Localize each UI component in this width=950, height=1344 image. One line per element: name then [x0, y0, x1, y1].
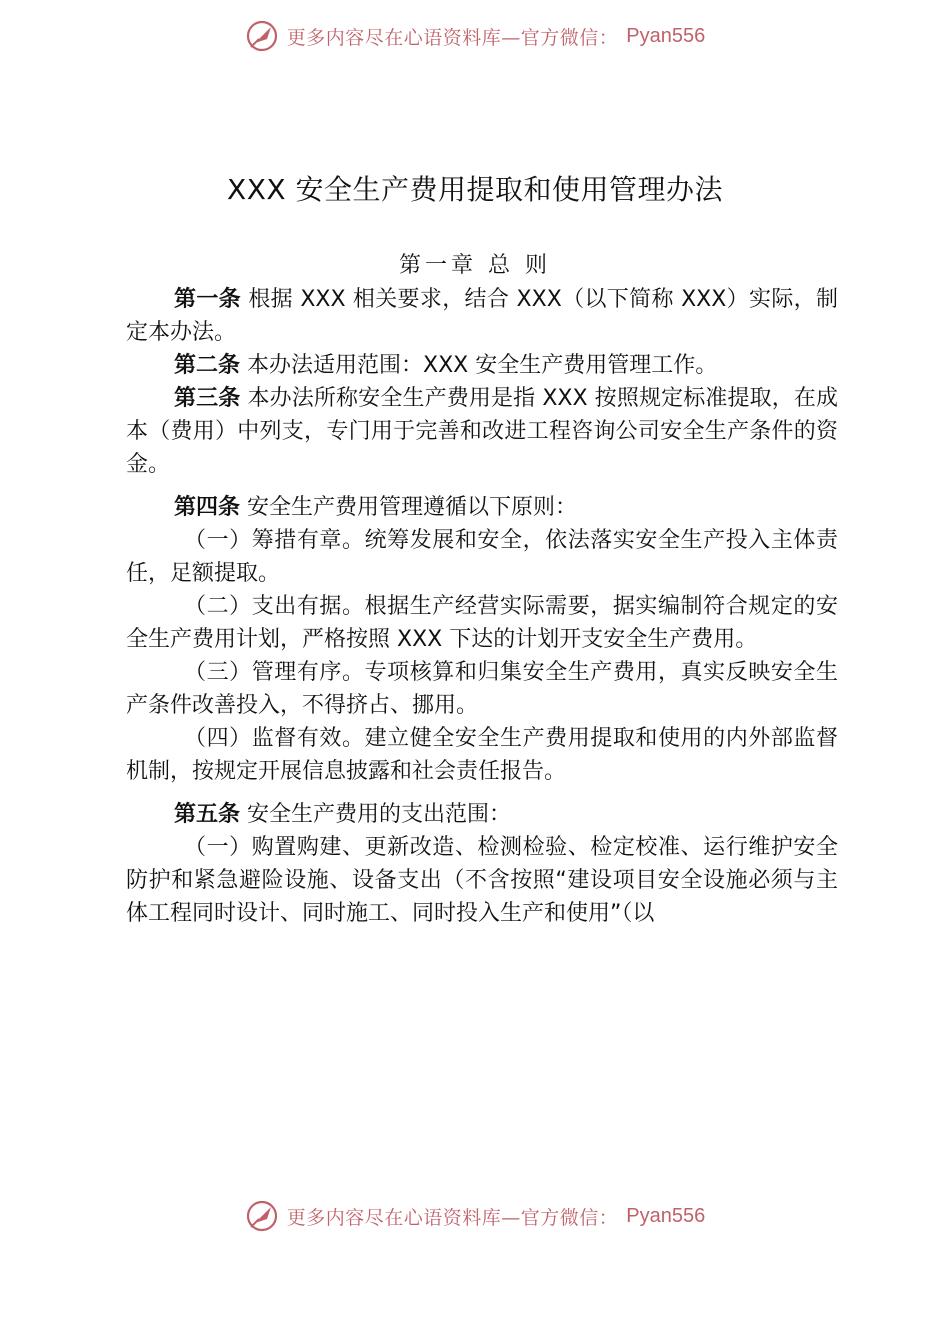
article-number: 第四条: [174, 495, 241, 520]
watermark-footer: [0, 1196, 950, 1236]
principle-text: （一）筹措有章。统筹发展和安全，依法落实安全生产投入主体责任，足额提取。: [126, 528, 838, 586]
principle-item: [126, 656, 838, 722]
watermark-text: 更多内容尽在心语资料库—官方微信：: [286, 26, 619, 49]
article-number: 第二条: [174, 353, 241, 378]
document-body: [126, 283, 838, 930]
watermark-text: 更多内容尽在心语资料库—官方微信：: [286, 1206, 619, 1229]
article-2: [126, 349, 838, 382]
article-text: 根据 XXX 相关要求，结合 XXX（以下简称 XXX）实际，制定本办法。: [126, 287, 838, 345]
article-number: 第五条: [174, 802, 241, 827]
article-1: [126, 283, 838, 349]
scope-item: [126, 831, 838, 930]
principle-item: [126, 590, 838, 656]
quill-logo-icon: [245, 19, 279, 53]
scope-text: （一）购置购建、更新改造、检测检验、检定校准、运行维护安全防护和紧急避险设施、设备支出（不含按照“建设项目安全设施必须与主体工程同时设计、同时施工、同时投入生产和使用”（以: [126, 835, 838, 926]
watermark-wechat-id: Pyan556: [626, 1204, 706, 1227]
article-number: 第三条: [174, 386, 241, 411]
article-text: 本办法适用范围：XXX 安全生产费用管理工作。: [240, 353, 718, 378]
article-text: 本办法所称安全生产费用是指 XXX 按照规定标准提取，在成本（费用）中列支，专门用于完善和改进工程咨询公司安全生产条件的资金。: [126, 386, 838, 477]
quill-logo-icon: [245, 1199, 279, 1233]
document-title: XXX 安全生产费用提取和使用管理办法: [227, 173, 723, 206]
article-number: 第一条: [174, 287, 242, 312]
principle-text: （四）监督有效。建立健全安全生产费用提取和使用的内外部监督机制，按规定开展信息披露和社会责任报告。: [126, 726, 838, 784]
article-3: [126, 382, 838, 481]
article-5: [126, 798, 838, 831]
principle-item: [126, 722, 838, 788]
article-4: [126, 491, 838, 524]
chapter-heading: 第一章 总 则: [399, 253, 551, 278]
article-text: 安全生产费用管理遵循以下原则：: [240, 495, 578, 520]
watermark-header: [0, 16, 950, 56]
article-text: 安全生产费用的支出范围：: [240, 802, 512, 827]
principle-item: [126, 524, 838, 590]
principle-text: （二）支出有据。根据生产经营实际需要，据实编制符合规定的安全生产费用计划，严格按照 XXX 下达的计划开支安全生产费用。: [126, 594, 838, 652]
principle-text: （三）管理有序。专项核算和归集安全生产费用，真实反映安全生产条件改善投入，不得挤占、挪用。: [126, 660, 838, 718]
watermark-wechat-id: Pyan556: [626, 24, 706, 47]
